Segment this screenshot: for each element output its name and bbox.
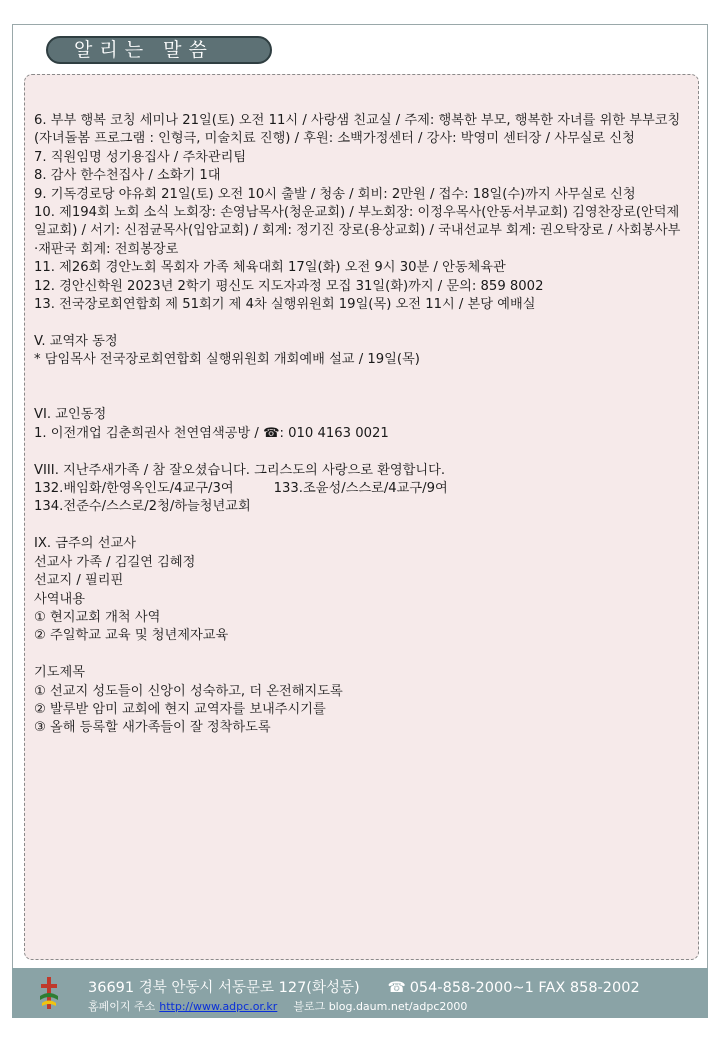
prayer-item: ② 발루받 암미 교회에 현지 교역자를 보내주시기를: [34, 701, 326, 717]
minister-news-item: * 담임목사 전국장로회연합회 실행위원회 개회예배 설교 / 19일(목): [34, 352, 420, 368]
notice-8: 8. 감사 한수천집사 / 소화기 1대: [34, 168, 221, 184]
missionary-family: 선교사 가족 / 김길연 김혜정: [34, 554, 196, 570]
page-title: 알리는 말씀: [46, 36, 272, 64]
missionary-work-item: ① 현지교회 개척 사역: [34, 609, 161, 625]
footer-phone: 054-858-2000~1 FAX 858-2002: [409, 980, 640, 996]
prayer-item: ① 선교지 성도들이 신앙이 성숙하고, 더 온전해지도록: [34, 683, 343, 699]
church-cross-logo: [38, 976, 60, 1010]
missionary-work-item: ② 주일학교 교육 및 청년제자교육: [34, 628, 229, 644]
phone-icon: ☎: [263, 425, 280, 441]
member-news-text: 1. 이전개업 김춘희권사 천연염색공방 /: [34, 425, 264, 441]
missionary-field: 선교지 / 필리핀: [34, 573, 124, 589]
new-families-heading: VIII. 지난주새가족 / 참 잘오셨습니다. 그리스도의 사랑으로 환영합니다.: [34, 462, 446, 478]
homepage-link[interactable]: http://www.adpc.or.kr: [159, 1000, 278, 1013]
missionary-work-label: 사역내용: [34, 591, 85, 607]
minister-news-heading: V. 교역자 동정: [34, 333, 118, 349]
announcements-content: [34, 112, 684, 738]
footer-address-line: [88, 976, 640, 997]
homepage-label: 홈페이지 주소: [88, 1000, 156, 1013]
prayer-label: 기도제목: [34, 665, 85, 681]
notice-10: 10. 제194회 노회 소식 노회장: 손영남목사(청운교회) / 부노회장: 이정우목사(안동서부교회) 김영찬장로(안덕제일교회) / 서기: 신점균목사(입암교회) / 회계: 정기진 장로(용상교회) / 국내선교부 회계: 권오탁장로 / 사회봉사부·재판국 회계: 전희봉장로: [34, 205, 681, 257]
notice-7: 7. 직원임명 성기용집사 / 주차관리팀: [34, 149, 247, 165]
notice-11: 11. 제26회 경안노회 목회자 가족 체육대회 17일(화) 오전 9시 30분 / 안동체육관: [34, 260, 506, 276]
member-news-heading: VI. 교인동정: [34, 407, 107, 423]
notice-6: 6. 부부 행복 코칭 세미나 21일(토) 오전 11시 / 사랑샘 친교실 / 주제: 행복한 부모, 행복한 자녀를 위한 부부코칭(자녀돌봄 프로그램 : 인형극, 미술치료 진행) / 후원: 소백가정센터 / 강사: 박영미 센터장 / 사무실로 신청: [34, 113, 681, 147]
notice-12: 12. 경안신학원 2023년 2학기 평신도 지도자과정 모집 31일(화)까지 / 문의: 859 8002: [34, 278, 544, 294]
prayer-item: ③ 올해 등록할 새가족들이 잘 정착하도록: [34, 720, 271, 736]
new-family-entry: 134.전준수/스스로/2청/하늘청년교회: [34, 499, 251, 515]
member-news-phone: : 010 4163 0021: [279, 425, 389, 441]
missionary-heading: IX. 금주의 선교사: [34, 536, 136, 552]
notice-13: 13. 전국장로회연합회 제 51회기 제 4차 실행위원회 19일(목) 오전 11시 / 본당 예배실: [34, 297, 536, 313]
footer-links-line: [88, 998, 467, 1014]
phone-icon: ☎: [387, 980, 406, 996]
notice-9: 9. 기독경로당 야유회 21일(토) 오전 10시 출발 / 청송 / 회비: 2만원 / 접수: 18일(수)까지 사무실로 신청: [34, 186, 636, 202]
member-news-item: [34, 425, 684, 443]
new-family-row: [34, 480, 684, 498]
blog-address: 블로그 blog.daum.net/adpc2000: [293, 1000, 468, 1013]
new-family-entry: 132.배임화/한영옥인도/4교구/3여: [34, 481, 234, 497]
new-family-entry: 133.조윤성/스스로/4교구/9여: [273, 481, 448, 497]
footer-address: 36691 경북 안동시 서동문로 127(화성동): [88, 980, 360, 996]
